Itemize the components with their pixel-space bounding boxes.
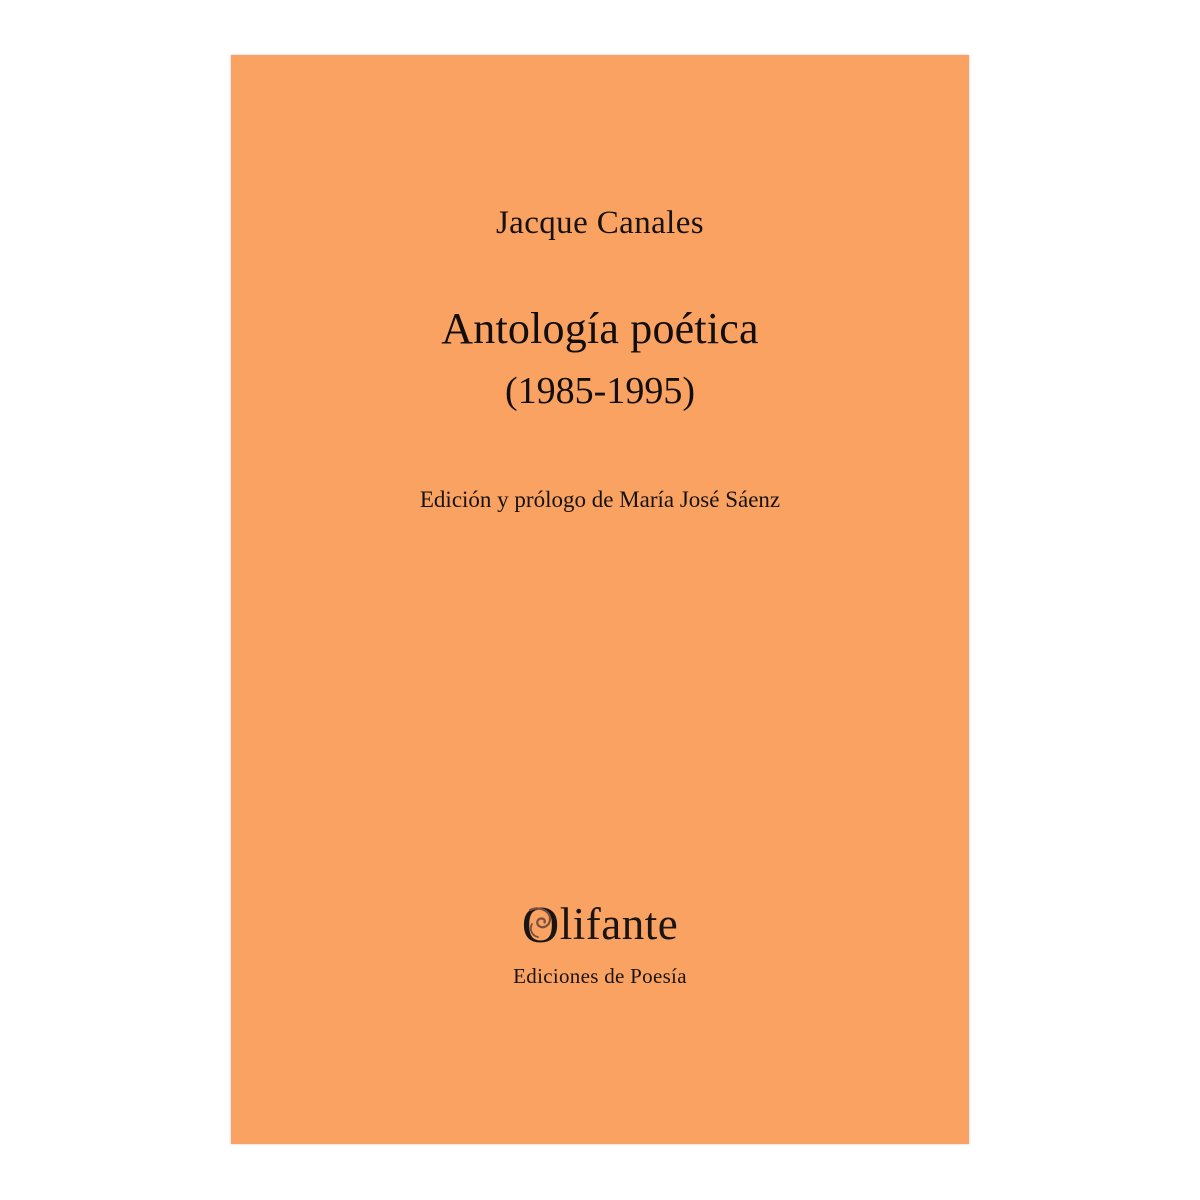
book-editor-credit: Edición y prólogo de María José Sáenz [419, 487, 781, 512]
publisher-tagline: Ediciones de Poesía [513, 964, 687, 988]
book-year-range: (1985-1995) [505, 370, 695, 412]
publisher-initial: O [521, 897, 560, 954]
book-cover-content [231, 55, 969, 1144]
publisher-name [521, 897, 679, 954]
book-cover [231, 55, 969, 1144]
publisher-block [231, 897, 969, 989]
publisher-name-rest: lifante [559, 899, 679, 949]
book-title: Antología poética [441, 304, 759, 353]
book-author: Jacque Canales [495, 205, 705, 241]
